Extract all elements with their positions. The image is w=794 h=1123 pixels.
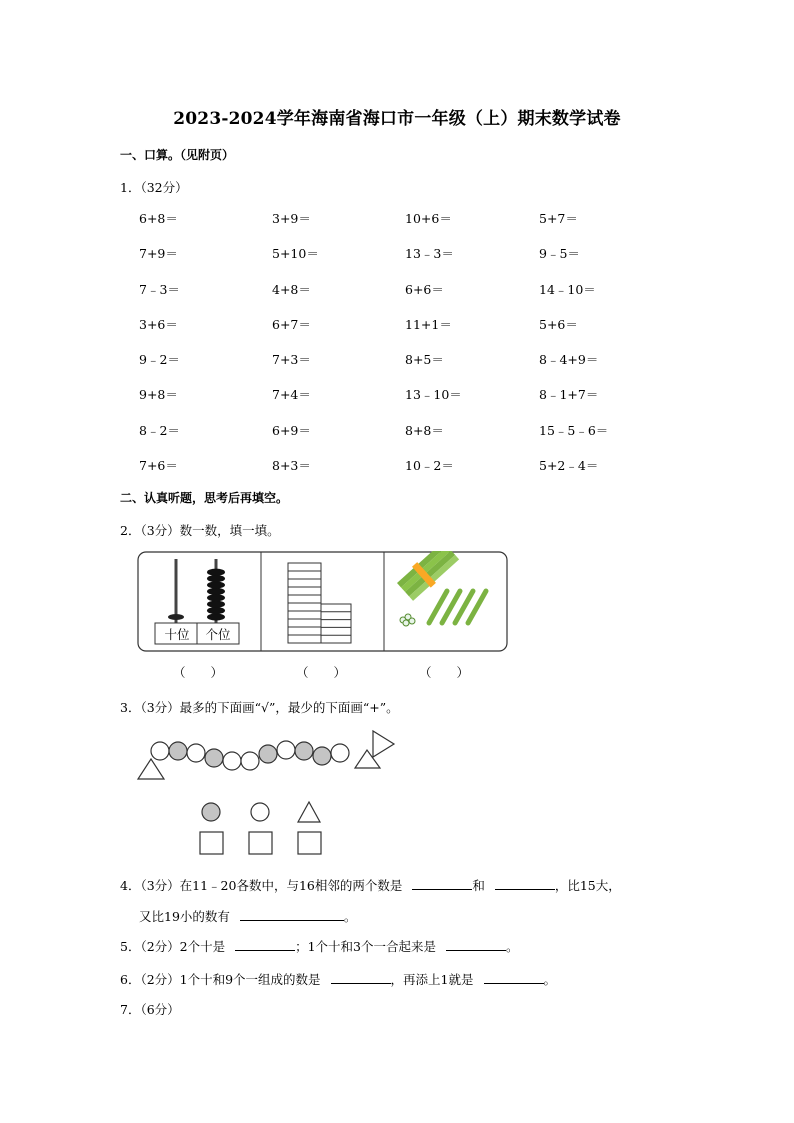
- arithmetic-problem[interactable]: 6+7＝: [272, 316, 311, 332]
- arithmetic-problem[interactable]: 13﹣3＝: [405, 246, 454, 262]
- triangle-icon: [373, 731, 394, 757]
- arithmetic-problem[interactable]: 10﹣2＝: [405, 458, 454, 474]
- shapes-figure: [136, 728, 398, 858]
- arithmetic-problem[interactable]: 8+8＝: [405, 422, 444, 438]
- abacus-bead: [207, 594, 225, 601]
- arithmetic-problem[interactable]: 5+2﹣4＝: [539, 458, 599, 474]
- arithmetic-problem[interactable]: 15﹣5﹣6＝: [539, 422, 609, 438]
- arithmetic-problem[interactable]: 8+3＝: [272, 458, 311, 474]
- arithmetic-row: [139, 456, 679, 491]
- abacus-tens-label: 十位: [164, 627, 190, 642]
- arithmetic-problem[interactable]: 7+9＝: [139, 246, 178, 262]
- arithmetic-problem[interactable]: 9+8＝: [139, 387, 178, 403]
- white-bead: [241, 752, 259, 770]
- arithmetic-problem[interactable]: 11+1＝: [405, 316, 452, 332]
- arithmetic-problem[interactable]: 9﹣5＝: [539, 246, 580, 262]
- answer-blank[interactable]: [446, 936, 506, 951]
- triangle-icon: [298, 802, 320, 822]
- question-6-text-c: 。: [543, 972, 557, 987]
- arithmetic-problem[interactable]: 9﹣2＝: [139, 352, 180, 368]
- question-6-text-a: 6．（2分）1个十和9个一组成的数是: [120, 972, 321, 987]
- arithmetic-row: [139, 280, 679, 315]
- answer-blank[interactable]: [495, 875, 555, 890]
- answer-paren-3[interactable]: （ ）: [419, 665, 470, 680]
- white-bead: [331, 744, 349, 762]
- question-4-text-b: 和: [472, 878, 485, 893]
- question-4-line-1: [120, 875, 621, 894]
- question-5-text-b: ；1个十和3个一合起来是: [295, 939, 436, 954]
- arithmetic-row: [139, 421, 679, 456]
- answer-square-1: [200, 832, 223, 854]
- page-title: 2023-2024学年海南省海口市一年级（上）期末数学试卷: [173, 109, 621, 129]
- bead-chain: [151, 741, 349, 770]
- abacus-bead: [207, 601, 225, 608]
- arithmetic-problem[interactable]: 8﹣4+9＝: [539, 352, 599, 368]
- arithmetic-grid: [139, 209, 679, 491]
- arithmetic-problem[interactable]: 10+6＝: [405, 211, 452, 226]
- arithmetic-problem[interactable]: 8+5＝: [405, 352, 444, 368]
- answer-blank[interactable]: [235, 936, 295, 951]
- arithmetic-problem[interactable]: 7+3＝: [272, 352, 311, 368]
- abacus-bead: [207, 607, 225, 614]
- white-bead: [277, 741, 295, 759]
- arithmetic-problem[interactable]: 6+9＝: [272, 422, 311, 438]
- white-bead: [223, 752, 241, 770]
- section-2-heading: 二、认真听题，思考后再填空。: [120, 491, 289, 505]
- gray-bead: [205, 749, 223, 767]
- arithmetic-problem[interactable]: 7﹣3＝: [139, 281, 180, 297]
- arithmetic-problem[interactable]: 7+4＝: [272, 387, 311, 403]
- arithmetic-problem[interactable]: 5+7＝: [539, 211, 578, 226]
- question-5-text-c: 。: [505, 939, 519, 954]
- arithmetic-row: [139, 209, 679, 244]
- abacus-bead: [207, 581, 225, 588]
- question-5: [120, 936, 519, 955]
- arithmetic-problem[interactable]: 14﹣10＝: [539, 281, 596, 297]
- arithmetic-problem[interactable]: 3+6＝: [139, 316, 178, 332]
- gray-circle-icon: [202, 803, 220, 821]
- arithmetic-row: [139, 244, 679, 279]
- arithmetic-problem[interactable]: 6+6＝: [405, 281, 444, 297]
- gray-bead: [295, 742, 313, 760]
- question-2-text: 2．（3分）数一数，填一填。: [120, 523, 280, 538]
- arithmetic-problem[interactable]: 8﹣1+7＝: [539, 387, 599, 403]
- answer-blank[interactable]: [412, 875, 472, 890]
- arithmetic-row: [139, 315, 679, 350]
- arithmetic-problem[interactable]: 5+6＝: [539, 316, 578, 332]
- question-4-text-d: 又比19小的数有: [139, 909, 230, 924]
- arithmetic-problem[interactable]: 7+6＝: [139, 458, 178, 474]
- question-4-text-c: ，比15大，: [554, 878, 621, 893]
- question-1-label: 1．（32分）: [120, 180, 188, 195]
- arithmetic-row: [139, 385, 679, 420]
- abacus-bead: [207, 575, 225, 582]
- abacus-base-bead: [168, 614, 184, 620]
- question-4-text-e: 。: [343, 909, 357, 924]
- arithmetic-problem[interactable]: 8﹣2＝: [139, 422, 180, 438]
- abacus-bead: [207, 569, 225, 576]
- counting-figure: [137, 551, 509, 683]
- answer-square-2: [249, 832, 272, 854]
- arithmetic-problem[interactable]: 3+9＝: [272, 211, 311, 226]
- question-4-text-a: 4．（3分）在11﹣20各数中，与16相邻的两个数是: [120, 878, 403, 893]
- arithmetic-problem[interactable]: 13﹣10＝: [405, 387, 462, 403]
- arithmetic-problem[interactable]: 4+8＝: [272, 281, 311, 297]
- gray-bead: [259, 745, 277, 763]
- gray-bead: [313, 747, 331, 765]
- abacus-ones-label: 个位: [205, 627, 231, 642]
- answer-blank[interactable]: [240, 906, 344, 921]
- question-7-label: 7．（6分）: [120, 1002, 180, 1017]
- answer-square-3: [298, 832, 321, 854]
- question-6: [120, 969, 556, 988]
- shapes-figure-svg: [136, 728, 398, 858]
- answer-blank[interactable]: [331, 969, 391, 984]
- white-bead: [187, 744, 205, 762]
- white-bead: [151, 742, 169, 760]
- section-1-heading: 一、口算。（见附页）: [120, 148, 235, 162]
- abacus-bead: [207, 588, 225, 595]
- arithmetic-problem[interactable]: 6+8＝: [139, 211, 178, 226]
- white-circle-icon: [251, 803, 269, 821]
- answer-paren-2[interactable]: （ ）: [296, 665, 347, 680]
- abacus-bead: [207, 613, 225, 620]
- answer-blank[interactable]: [484, 969, 544, 984]
- answer-paren-1[interactable]: （ ）: [173, 665, 224, 680]
- question-3-text: 3．（3分）最多的下面画“√”，最少的下面画“+”。: [120, 700, 399, 715]
- arithmetic-row: [139, 350, 679, 385]
- question-6-text-b: ，再添上1就是: [390, 972, 474, 987]
- question-5-text-a: 5．（2分）2个十是: [120, 939, 226, 954]
- question-4-line-2: [139, 906, 356, 925]
- gray-bead: [169, 742, 187, 760]
- arithmetic-problem[interactable]: 5+10＝: [272, 246, 319, 262]
- triangle-icon: [138, 759, 164, 779]
